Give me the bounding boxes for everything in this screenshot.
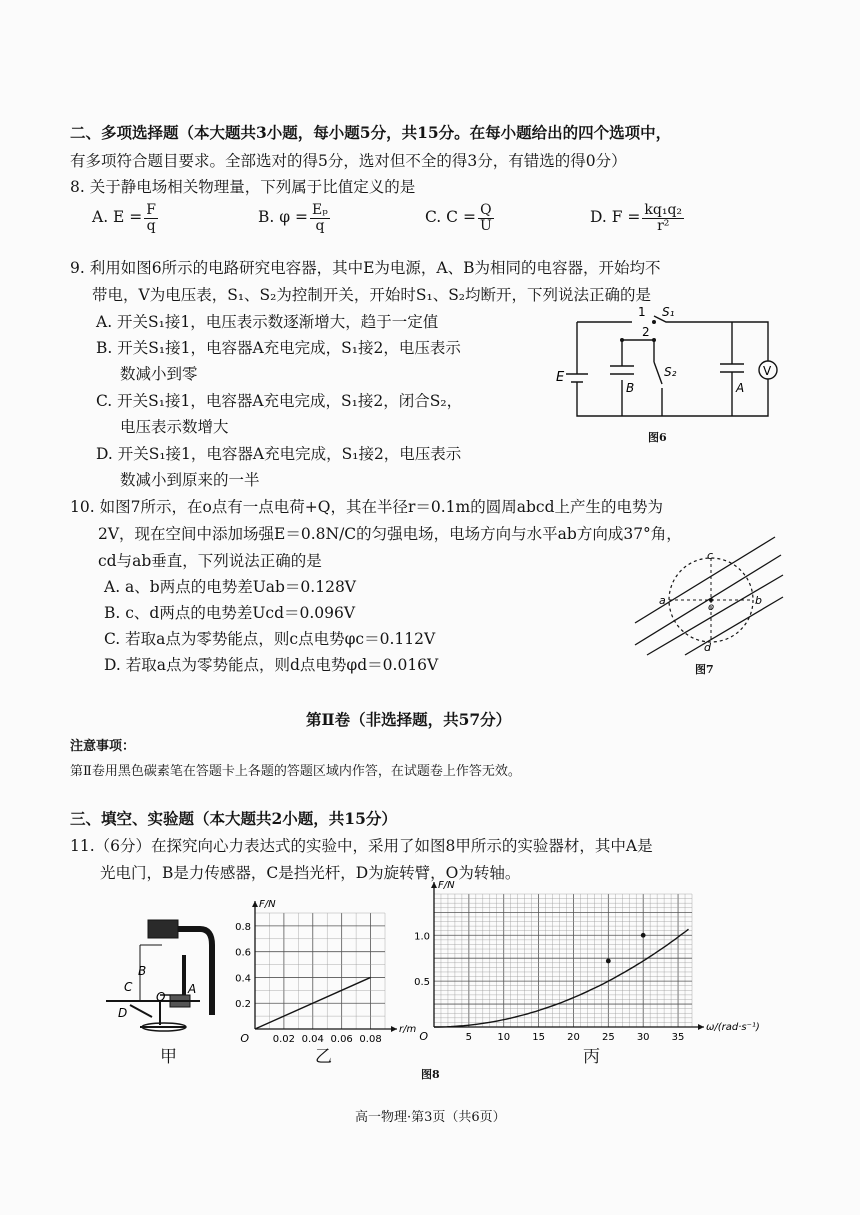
figure6-caption: 图6 bbox=[648, 431, 667, 444]
x-axis-arrow bbox=[391, 1026, 397, 1032]
y-axis-arrow bbox=[431, 882, 437, 888]
x-tick-label: 0.02 bbox=[272, 1034, 296, 1045]
chart-yi bbox=[235, 895, 417, 1045]
notice-text: 第Ⅱ卷用黑色碳素笔在答题卡上各题的答题区域内作答，在试题卷上作答无效。 bbox=[70, 764, 521, 779]
q10-option-a: A. a、b两点的电势差Uab＝0.128V bbox=[104, 578, 357, 596]
x-tick-label: 5 bbox=[465, 1032, 473, 1043]
figure8-subcaption-yi: 乙 bbox=[315, 1047, 332, 1067]
x-axis-label: ω/(rad·s⁻¹) bbox=[706, 1022, 760, 1033]
q10-stem-line1: 10. 如图7所示，在o点有一点电荷+Q，其在半径r＝0.1m的圆周abcd上产生的电势为 bbox=[70, 498, 663, 516]
q9-option-c-cont: 电压表示数增大 bbox=[120, 418, 229, 436]
q10-option-c: C. 若取a点为零势能点，则c点电势φc＝0.112V bbox=[104, 630, 436, 648]
q10-stem-line3: cd与ab垂直，下列说法正确的是 bbox=[98, 552, 322, 570]
fig7-label-o: o bbox=[708, 602, 715, 613]
fig7-label-c: c bbox=[707, 549, 714, 562]
x-tick-label: 0.06 bbox=[330, 1034, 353, 1045]
q9-stem-line2: 带电，V为电压表，S₁、S₂为控制开关，开始时S₁、S₂均断开，下列说法正确的是 bbox=[92, 286, 652, 304]
q8-option-c: C. C = $\frac{Q}{U}$ bbox=[425, 202, 492, 234]
fig7-label-d: d bbox=[704, 641, 711, 654]
x-tick-label: 20 bbox=[567, 1032, 580, 1043]
y-axis-label: F/N bbox=[259, 899, 276, 910]
y-tick-label: 0.8 bbox=[235, 921, 251, 933]
q8-stem: 8. 关于静电场相关物理量，下列属于比值定义的是 bbox=[70, 178, 416, 196]
section2-heading-line1: 二、多项选择题（本大题共3小题，每小题5分，共15分。在每小题给出的四个选项中， bbox=[70, 123, 672, 142]
fig6-label-s2: S₂ bbox=[664, 365, 677, 379]
chart-grid bbox=[434, 894, 692, 1027]
data-point bbox=[606, 959, 611, 964]
fig7-label-a: a bbox=[659, 594, 666, 607]
apparatus-label-c: C bbox=[124, 980, 133, 994]
q9-stem-line1: 9. 利用如图6所示的电路研究电容器，其中E为电源，A、B为相同的电容器，开始均不 bbox=[70, 259, 661, 277]
q10-stem-line2: 2V，现在空间中添加场强E＝0.8N/C的匀强电场，电场方向与水平ab方向成37°角， bbox=[98, 525, 682, 543]
y-axis-label: F/N bbox=[438, 880, 455, 891]
apparatus-label-b: B bbox=[138, 964, 147, 978]
fig6-label-a: A bbox=[736, 381, 745, 395]
q8-option-d: D. F = $\frac{\text{kq₁q₂}}{\text{r²}}$ bbox=[590, 202, 683, 234]
fig6-label-1: 1 bbox=[638, 305, 646, 319]
section2-heading-line2: 有多项符合题目要求。全部选对的得5分，选对但不全的得3分，有错选的得0分） bbox=[70, 152, 627, 170]
figure8-subcaption-bing: 丙 bbox=[583, 1047, 600, 1067]
notice-title: 注意事项： bbox=[70, 739, 136, 754]
q10-option-b: B. c、d两点的电势差Ucd＝0.096V bbox=[104, 604, 356, 622]
q9-option-b: B. 开关S₁接1，电容器A充电完成，S₁接2，电压表示 bbox=[96, 339, 461, 357]
q10-option-d: D. 若取a点为零势能点，则d点电势φd＝0.016V bbox=[104, 656, 439, 674]
x-axis-label: r/m bbox=[399, 1024, 417, 1035]
q9-option-b-cont: 数减小到零 bbox=[120, 365, 198, 383]
q9-option-a: A. 开关S₁接1，电压表示数逐渐增大，趋于一定值 bbox=[96, 313, 439, 331]
q8-option-b: B. φ = $\frac{\text{Eₚ}}{q}$ bbox=[258, 202, 328, 234]
y-axis-arrow bbox=[252, 901, 258, 907]
x-tick-label: 35 bbox=[671, 1032, 685, 1043]
figure7-caption: 图7 bbox=[695, 663, 714, 676]
origin-label: O bbox=[240, 1032, 249, 1045]
section3-heading: 三、填空、实验题（本大题共2小题，共15分） bbox=[70, 809, 397, 828]
x-tick-label: 30 bbox=[636, 1032, 650, 1043]
x-tick-label: 0.08 bbox=[359, 1034, 382, 1045]
figure6-circuit-diagram bbox=[552, 304, 792, 444]
apparatus-label-a: A bbox=[188, 982, 197, 996]
chart-grid bbox=[255, 913, 385, 1029]
q9-option-c: C. 开关S₁接1，电容器A充电完成，S₁接2，闭合S₂， bbox=[96, 392, 463, 410]
y-tick-label: 0.2 bbox=[235, 999, 251, 1011]
q9-option-d: D. 开关S₁接1，电容器A充电完成，S₁接2，电压表示 bbox=[96, 445, 462, 463]
data-point bbox=[641, 933, 646, 938]
x-tick-label: 0.04 bbox=[301, 1034, 324, 1045]
fig6-label-v: V bbox=[763, 364, 772, 378]
y-tick-label: 0.6 bbox=[235, 947, 251, 959]
q11-stem-line1: 11.（6分）在探究向心力表达式的实验中，采用了如图8甲所示的实验器材，其中A是 bbox=[70, 837, 653, 855]
figure8-subcaption-jia: 甲 bbox=[160, 1047, 177, 1067]
y-tick-label: 0.5 bbox=[414, 977, 430, 989]
part2-title: 第Ⅱ卷（非选择题，共57分） bbox=[306, 710, 512, 729]
x-tick-label: 25 bbox=[601, 1032, 615, 1043]
q11-stem-line2: 光电门，B是力传感器，C是挡光杆，D为旋转臂，O为转轴。 bbox=[100, 864, 521, 882]
fig6-label-e: E bbox=[556, 370, 565, 385]
apparatus-label-d: D bbox=[118, 1006, 128, 1020]
figure8-caption: 图8 bbox=[421, 1068, 440, 1081]
fig6-label-b: B bbox=[626, 381, 635, 395]
x-tick-label: 15 bbox=[532, 1032, 545, 1043]
x-axis-arrow bbox=[698, 1024, 704, 1030]
y-tick-label: 0.4 bbox=[235, 973, 251, 985]
x-tick-label: 10 bbox=[497, 1032, 511, 1043]
chart-bing bbox=[414, 880, 780, 1045]
apparatus-label-o: O bbox=[156, 990, 166, 1004]
fig6-label-s1: S₁ bbox=[662, 305, 675, 319]
page-footer: 高一物理·第3页（共6页） bbox=[355, 1110, 506, 1125]
fig6-label-2: 2 bbox=[642, 325, 650, 339]
q8-option-a: A. E = $\frac{F}{q}$ bbox=[92, 202, 156, 234]
figure7-field-diagram bbox=[625, 545, 785, 655]
origin-label: O bbox=[419, 1030, 428, 1043]
y-tick-label: 1.0 bbox=[414, 931, 430, 943]
fig7-label-b: b bbox=[755, 594, 762, 607]
figure8-apparatus bbox=[100, 915, 230, 1035]
q9-option-d-cont: 数减小到原来的一半 bbox=[120, 471, 260, 489]
